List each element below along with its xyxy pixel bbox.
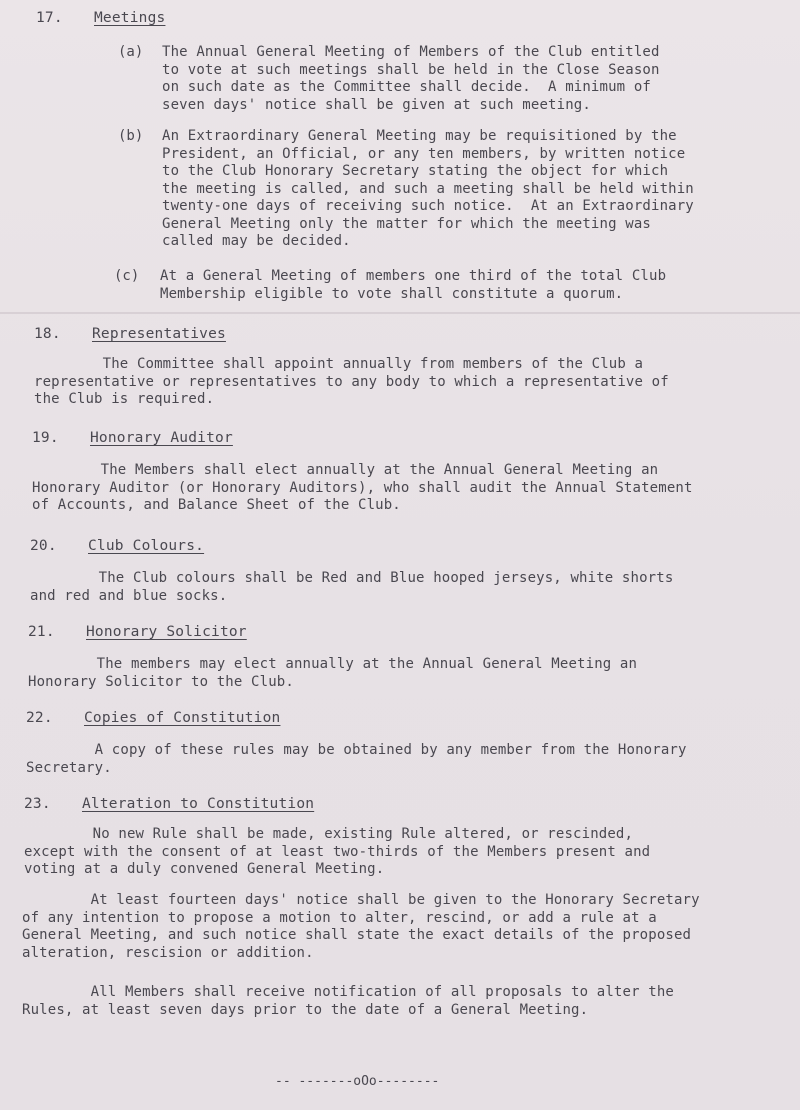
clause-text: The Annual General Meeting of Members of the Club entitled to vote at such meetings shall be held in the Close Season on such date as the Committee shall decide. A minimum of seven days' notice shall be given at such meeting.: [162, 44, 660, 113]
section-title: Club Colours.: [88, 538, 205, 554]
section-number: 21.: [28, 624, 55, 640]
section-text: The Committee shall appoint annually from members of the Club a representative or representatives to any body to which a representative of the Club is required.: [34, 356, 669, 407]
section-number: 20.: [30, 538, 57, 554]
section-number: 17.: [36, 10, 63, 26]
section-21-heading: [28, 624, 247, 640]
clause-label: (a): [118, 44, 144, 60]
clause-label: (c): [114, 268, 140, 284]
section-number: 22.: [26, 710, 53, 726]
section-20-heading: [30, 538, 204, 554]
section-text: The Members shall elect annually at the Annual General Meeting an Honorary Auditor (or Honorary Auditors), who shall audit the Annual Statement of Accounts, and Balance Sheet of the Club.: [32, 462, 693, 513]
section-paragraph: All Members shall receive notification of all proposals to alter the Rules, at least seven days prior to the date of a General Meeting.: [22, 984, 674, 1018]
section-text: The members may elect annually at the Annual General Meeting an Honorary Solicitor to the Club.: [28, 656, 638, 690]
paper-fold-line: [0, 312, 800, 314]
section-23-heading: [24, 796, 314, 812]
section-title: Alteration to Constitution: [82, 796, 315, 812]
section-17-heading: [36, 10, 165, 26]
section-title: Meetings: [94, 10, 166, 26]
section-number: 18.: [34, 326, 61, 342]
section-text: A copy of these rules may be obtained by any member from the Honorary Secretary.: [26, 742, 687, 776]
section-paragraph: At least fourteen days' notice shall be given to the Honorary Secretary of any intention to propose a motion to alter, rescind, or add a rule at a General Meeting, and such notice shall state the exact details of the proposed alteration, rescision or addition.: [22, 892, 700, 961]
section-text: The Club colours shall be Red and Blue hooped jerseys, white shorts and red and blue socks.: [30, 570, 674, 604]
clause-text: An Extraordinary General Meeting may be requisitioned by the President, an Official, or any ten members, by written notice to the Club Honorary Secretary stating the object for which the meeting is called, and such a meeting shall be held within twenty-one days of receiving such notice. At an Extraordinary General Meeting only the matter for which the meeting was called may be decided.: [162, 128, 694, 249]
section-22-heading: [26, 710, 280, 726]
section-paragraph: No new Rule shall be made, existing Rule altered, or rescinded, except with the consent of at least two-thirds of the Members present and voting at a duly convened General Meeting.: [24, 826, 651, 877]
section-title: Honorary Auditor: [90, 430, 233, 446]
clause-label: (b): [118, 128, 144, 144]
section-title: Representatives: [92, 326, 226, 342]
end-marker: -- -------oOo--------: [275, 1074, 440, 1089]
section-number: 23.: [24, 796, 51, 812]
section-number: 19.: [32, 430, 59, 446]
section-title: Honorary Solicitor: [86, 624, 247, 640]
section-title: Copies of Constitution: [84, 710, 281, 726]
clause-text: At a General Meeting of members one third of the total Club Membership eligible to vote shall constitute a quorum.: [160, 268, 667, 302]
section-19-heading: [32, 430, 233, 446]
section-18-heading: [34, 326, 226, 342]
